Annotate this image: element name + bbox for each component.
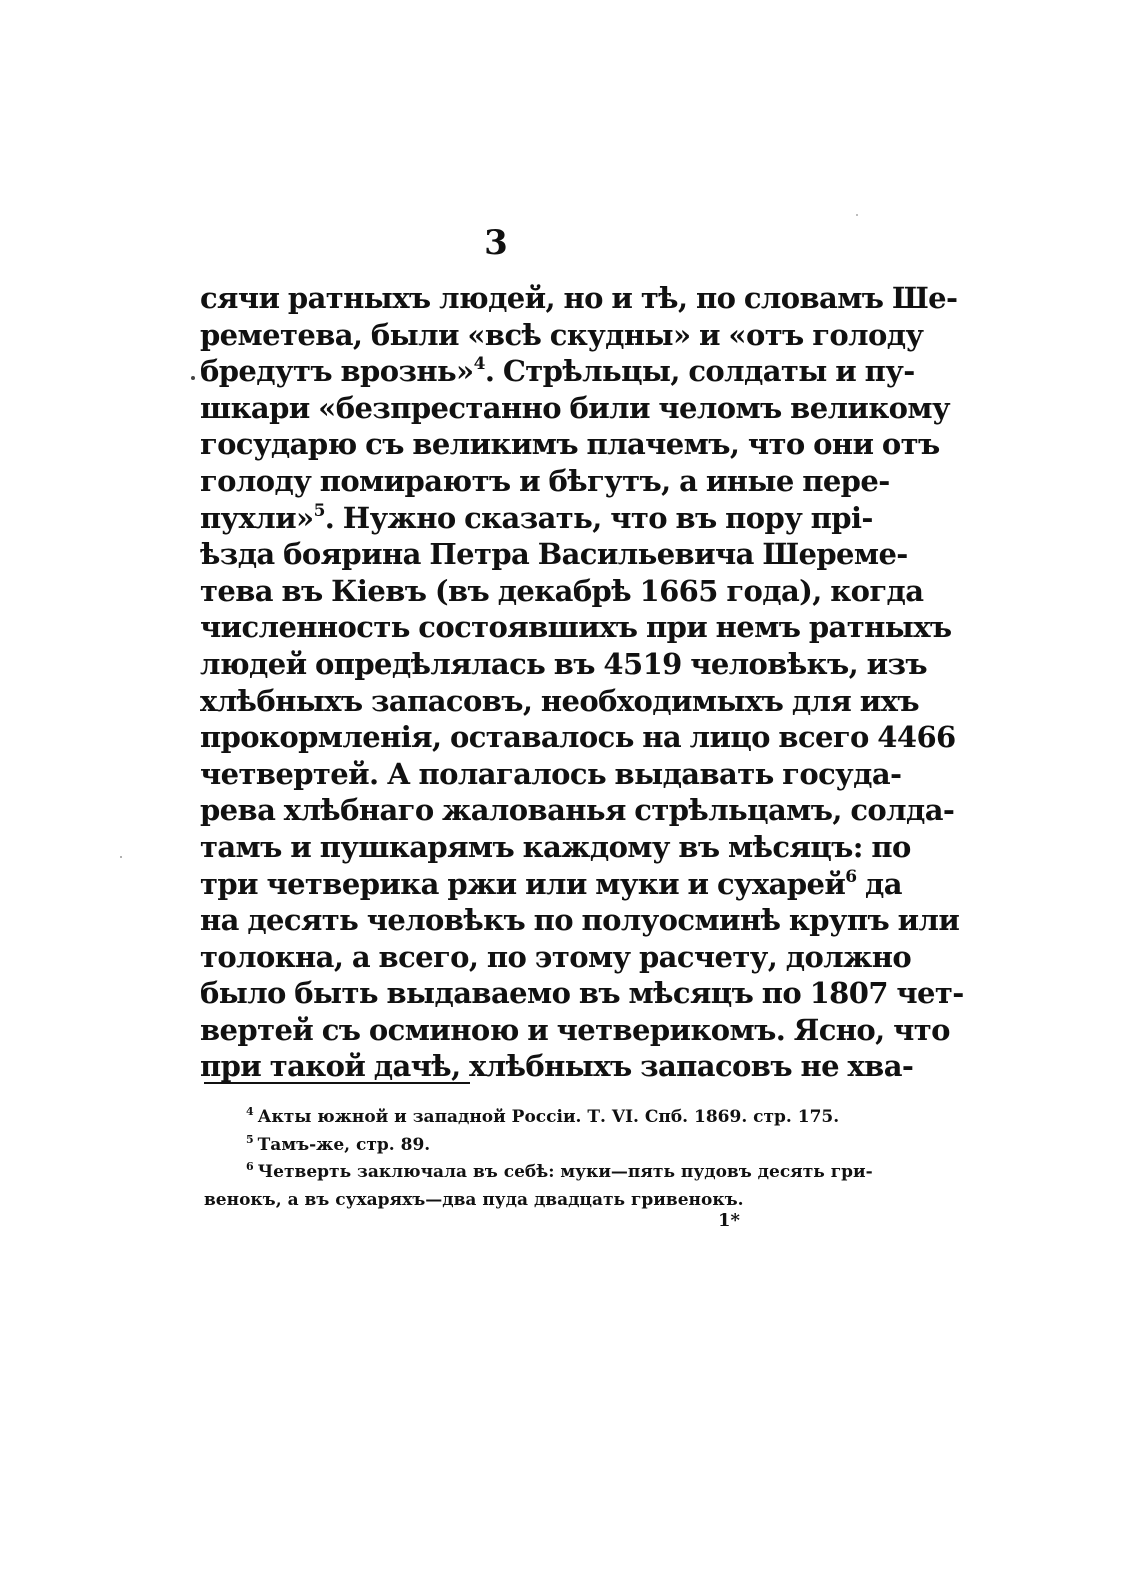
body-line: три четверика ржи или муки и сухарей$^6$ да — [200, 866, 902, 901]
body-line: ѣзда боярина Петра Васильевича Шереме- — [200, 537, 908, 572]
body-line: четвертей. А полагалось выдавать госуда- — [200, 756, 902, 791]
footnote-5: $^5$ Тамъ-же, стр. 89. — [246, 1132, 431, 1155]
body-line: голоду помираютъ и бѣгутъ, а иные пере- — [200, 463, 890, 498]
body-line: численность состоявшихъ при немъ ратныхъ — [200, 610, 952, 645]
footnote-4: $^4$ Акты южной и западной Россіи. Т. VI. Спб. 1869. стр. 175. — [246, 1105, 840, 1127]
footnote-ref[interactable]: 6 — [845, 866, 857, 887]
body-line: толокна, а всего, по этому расчету, должно — [200, 939, 912, 974]
footnote-6-continuation: венокъ, а въ сухаряхъ—два пуда двадцать гривенокъ. — [204, 1189, 744, 1210]
body-line: хлѣбныхъ запасовъ, необходимыхъ для ихъ — [200, 683, 919, 718]
page-number: 3 — [484, 223, 508, 263]
body-line: вертей съ осминою и четверикомъ. Ясно, что — [200, 1012, 950, 1047]
body-line: людей опредѣлялась въ 4519 человѣкъ, изъ — [200, 646, 928, 681]
print-speck — [191, 376, 195, 380]
body-text — [200, 280, 964, 1085]
body-line: было быть выдаваемо въ мѣсяцъ по 1807 чет- — [200, 976, 964, 1011]
print-speck — [120, 856, 122, 858]
footnote-mark: 4 — [246, 1105, 254, 1119]
body-line: на десять человѣкъ по полуосминѣ крупъ или — [200, 903, 960, 938]
body-line: государю съ великимъ плачемъ, что они отъ — [200, 427, 940, 462]
body-line: реметева, были «всѣ скудны» и «отъ голоду — [200, 317, 924, 352]
footnote-ref[interactable]: 5 — [313, 500, 325, 521]
body-line: прокормленія, оставалось на лицо всего 4466 — [200, 720, 956, 755]
body-line: тева въ Кіевъ (въ декабрѣ 1665 года), когда — [200, 573, 924, 608]
body-line: при такой дачѣ, хлѣбныхъ запасовъ не хва- — [200, 1049, 914, 1084]
body-line: тамъ и пушкарямъ каждому въ мѣсяцъ: по — [200, 829, 911, 864]
body-line: шкари «безпрестанно били челомъ великому — [200, 390, 950, 425]
footnote-ref[interactable]: 4 — [473, 354, 485, 375]
body-line: пухли»$^5$. Нужно сказать, что въ пору прі- — [200, 500, 873, 535]
body-line: бредутъ врознь»$^4$. Стрѣльцы, солдаты и пу- — [200, 354, 915, 389]
footnotes — [204, 1104, 873, 1214]
body-line: рева хлѣбнаго жалованья стрѣльцамъ, солда- — [200, 793, 955, 828]
print-speck — [856, 214, 858, 216]
footnote-separator — [204, 1082, 470, 1084]
signature-mark: 1* — [718, 1210, 740, 1231]
body-line: сячи ратныхъ людей, но и тѣ, по словамъ Ше- — [200, 281, 958, 315]
footnote-mark: 5 — [246, 1132, 254, 1146]
footnote-6: $^6$ Четверть заключала въ себѣ: муки—пять пудовъ десять гри- — [246, 1160, 873, 1182]
footnote-mark: 6 — [246, 1160, 254, 1174]
